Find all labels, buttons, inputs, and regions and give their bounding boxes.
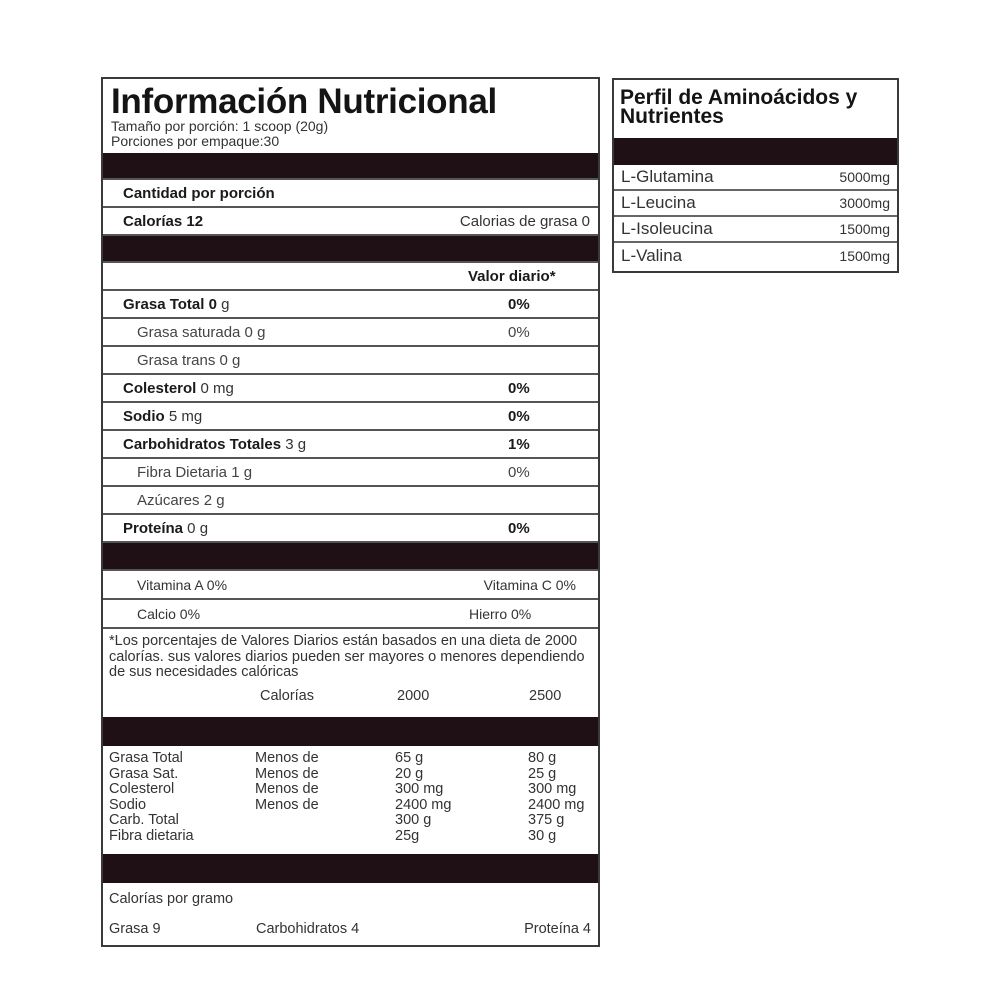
dv-2000: 25g xyxy=(395,827,420,844)
carbs-per-gram: Carbohidratos 4 xyxy=(256,921,360,937)
divider-bar xyxy=(614,138,897,165)
nutrient-amount: 0 g xyxy=(183,519,209,537)
nutrient-amount: g xyxy=(216,295,230,313)
nutrition-header xyxy=(103,79,598,153)
dv-nutrient: Grasa Total xyxy=(109,750,183,766)
calories-2500: 2500 xyxy=(529,687,562,704)
divider-bar xyxy=(103,717,598,746)
iron: Hierro 0% xyxy=(469,605,532,622)
daily-value: 0% xyxy=(508,323,530,341)
nutrient-row-saturated-fat xyxy=(103,319,598,347)
nutrient-name: Sodio xyxy=(123,407,165,425)
dv-qualifier: Menos de xyxy=(255,796,319,813)
amount-per-serving xyxy=(103,180,598,208)
amino-amount: 3000mg xyxy=(839,195,890,211)
daily-value: 0% xyxy=(508,407,530,425)
servings-per-container: Porciones por empaque:30 xyxy=(111,133,280,149)
dv-2000: 300 g xyxy=(395,812,432,828)
nutrient-row-total-fat xyxy=(103,291,598,319)
dv-nutrient: Fibra dietaria xyxy=(109,827,194,844)
nutrient-name: Grasa saturada 0 g xyxy=(137,323,266,341)
daily-value-header: Valor diario* xyxy=(468,267,556,285)
calcium: Calcio 0% xyxy=(137,605,201,622)
daily-value: 0% xyxy=(508,463,530,481)
dv-qualifier: Menos de xyxy=(255,750,319,766)
dv-nutrient: Carb. Total xyxy=(109,812,179,828)
serving-size: Tamaño por porción: 1 scoop (20g) xyxy=(111,118,329,134)
amino-row-isoleucine xyxy=(614,217,897,243)
nutrient-name: Azúcares 2 g xyxy=(137,491,225,509)
amino-amount: 1500mg xyxy=(839,221,890,237)
dv-2000: 65 g xyxy=(395,750,424,766)
nutrient-row-protein xyxy=(103,515,598,543)
amino-name: L-Glutamina xyxy=(621,167,714,186)
fat-per-gram: Grasa 9 xyxy=(109,921,161,937)
nutrition-title: Información Nutricional xyxy=(111,82,497,121)
calories-from-fat: Calorias de grasa 0 xyxy=(459,212,590,230)
nutrient-name: Colesterol xyxy=(123,379,197,397)
calories-per-gram xyxy=(103,883,598,963)
calories-per-gram-label: Calorías por gramo xyxy=(109,891,234,907)
dv-nutrient: Sodio xyxy=(109,796,147,813)
nutrient-name: Grasa trans 0 g xyxy=(137,351,241,369)
dv-table-row xyxy=(109,813,592,829)
divider-bar xyxy=(103,543,598,571)
daily-value: 0% xyxy=(508,295,530,313)
dv-2500: 80 g xyxy=(528,750,557,766)
nutrient-row-sodium xyxy=(103,403,598,431)
amino-amount: 5000mg xyxy=(839,169,890,185)
amount-per-serving-label: Cantidad por porción xyxy=(123,184,275,202)
dv-2500: 300 mg xyxy=(528,781,577,797)
footnote-section xyxy=(103,629,598,717)
nutrient-amount: 3 g xyxy=(281,435,307,453)
dv-2000: 20 g xyxy=(395,765,424,782)
daily-value-header-row xyxy=(103,263,598,291)
footnote-text: *Los porcentajes de Valores Diarios están basados en una dieta de 2000 calorías. sus valores diarios pueden ser mayores o menores dependiendo de sus necesidades calóricas xyxy=(109,633,585,680)
calories-label: Calorías 12 xyxy=(123,212,204,230)
dv-2500: 2400 mg xyxy=(528,796,585,813)
dv-table-row xyxy=(109,798,592,814)
divider-bar xyxy=(103,236,598,263)
nutrient-name: Fibra Dietaria 1 g xyxy=(137,463,253,481)
calories-row xyxy=(103,208,598,236)
nutrient-name: Grasa Total 0 xyxy=(123,295,217,313)
amino-row-valine xyxy=(614,243,897,269)
amino-name: L-Isoleucina xyxy=(621,219,713,238)
dv-2000: 300 mg xyxy=(395,781,444,797)
nutrient-amount: 0 mg xyxy=(196,379,234,397)
vitamins-row-1 xyxy=(103,571,598,600)
nutrient-row-cholesterol xyxy=(103,375,598,403)
dv-table-row xyxy=(109,767,592,783)
protein-per-gram: Proteína 4 xyxy=(524,921,591,937)
nutrient-name: Carbohidratos Totales xyxy=(123,435,282,453)
daily-value: 0% xyxy=(508,379,530,397)
vitamin-a: Vitamina A 0% xyxy=(137,576,228,593)
vitamin-c: Vitamina C 0% xyxy=(483,576,576,593)
dv-qualifier: Menos de xyxy=(255,781,319,797)
nutrient-name: Proteína xyxy=(123,519,184,537)
dv-table-row xyxy=(109,751,592,767)
amino-acid-profile-panel xyxy=(612,78,899,273)
dv-2000: 2400 mg xyxy=(395,796,452,813)
dv-table-row xyxy=(109,829,592,845)
daily-values-table xyxy=(103,746,598,854)
nutrient-row-fiber xyxy=(103,459,598,487)
calories-2000: 2000 xyxy=(397,687,430,704)
dv-table-row xyxy=(109,782,592,798)
dv-nutrient: Colesterol xyxy=(109,781,175,797)
calorie-columns-header xyxy=(109,689,592,711)
amino-row-glutamine xyxy=(614,165,897,191)
divider-bar xyxy=(103,153,598,180)
dv-2500: 30 g xyxy=(528,827,557,844)
amino-title-line-1: Perfil de Aminoácidos y xyxy=(620,86,858,109)
calories-column-label: Calorías xyxy=(260,687,314,704)
amino-title-line-2: Nutrientes xyxy=(620,105,724,128)
nutrient-amount: 5 mg xyxy=(164,407,203,425)
amino-amount: 1500mg xyxy=(839,248,890,264)
nutrition-facts-panel xyxy=(101,77,600,947)
daily-value: 1% xyxy=(508,435,530,453)
nutrient-row-total-carbs xyxy=(103,431,598,459)
dv-nutrient: Grasa Sat. xyxy=(109,765,179,782)
nutrient-row-sugars xyxy=(103,487,598,515)
amino-name: L-Leucina xyxy=(621,193,696,212)
divider-bar xyxy=(103,854,598,883)
vitamins-row-2 xyxy=(103,600,598,629)
amino-name: L-Valina xyxy=(621,246,683,265)
dv-2500: 375 g xyxy=(528,812,565,828)
dv-qualifier: Menos de xyxy=(255,765,319,782)
dv-2500: 25 g xyxy=(528,765,557,782)
amino-title xyxy=(614,80,897,138)
daily-value: 0% xyxy=(508,519,530,537)
amino-row-leucine xyxy=(614,191,897,217)
nutrient-row-trans-fat xyxy=(103,347,598,375)
